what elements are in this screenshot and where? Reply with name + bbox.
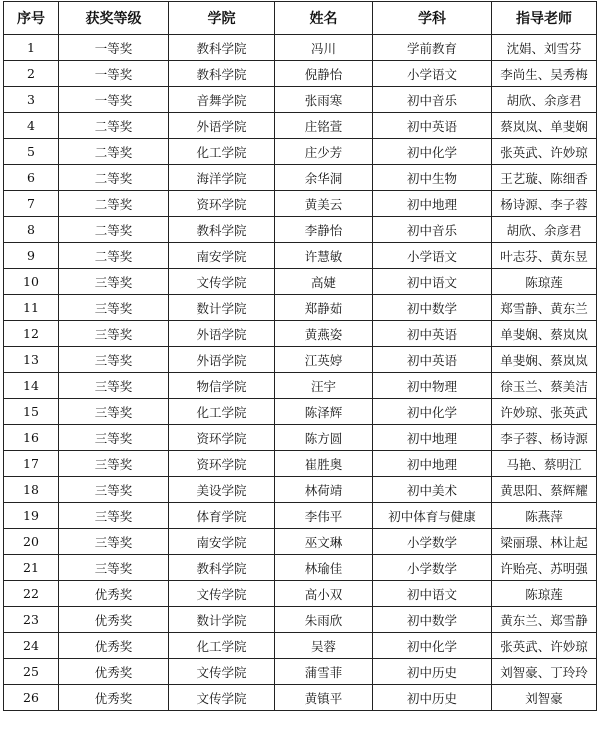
header-college: 学院 xyxy=(169,2,275,35)
cell-name: 陈泽辉 xyxy=(275,399,373,425)
cell-advisor: 叶志芬、黄东昱 xyxy=(492,243,597,269)
cell-name: 高婕 xyxy=(275,269,373,295)
cell-college: 文传学院 xyxy=(169,581,275,607)
cell-subject: 初中数学 xyxy=(373,295,492,321)
table-row xyxy=(4,113,597,139)
cell-subject: 初中语文 xyxy=(373,581,492,607)
table-row xyxy=(4,61,597,87)
cell-subject: 初中英语 xyxy=(373,347,492,373)
cell-subject: 初中生物 xyxy=(373,165,492,191)
cell-index: 2 xyxy=(4,61,59,87)
cell-subject: 小学数学 xyxy=(373,529,492,555)
table-row xyxy=(4,165,597,191)
cell-subject: 初中音乐 xyxy=(373,87,492,113)
cell-advisor: 杨诗源、李子蓉 xyxy=(492,191,597,217)
header-row xyxy=(4,2,597,35)
cell-index: 15 xyxy=(4,399,59,425)
cell-advisor: 徐玉兰、蔡美洁 xyxy=(492,373,597,399)
cell-subject: 初中化学 xyxy=(373,633,492,659)
cell-name: 郑静茹 xyxy=(275,295,373,321)
cell-award-level: 三等奖 xyxy=(59,555,169,581)
cell-advisor: 陈琼莲 xyxy=(492,581,597,607)
cell-award-level: 一等奖 xyxy=(59,61,169,87)
table-row xyxy=(4,503,597,529)
table-row xyxy=(4,269,597,295)
cell-college: 数计学院 xyxy=(169,295,275,321)
cell-advisor: 王艺璇、陈细香 xyxy=(492,165,597,191)
cell-college: 南安学院 xyxy=(169,243,275,269)
cell-award-level: 三等奖 xyxy=(59,295,169,321)
cell-subject: 初中音乐 xyxy=(373,217,492,243)
cell-advisor: 刘智豪、丁玲玲 xyxy=(492,659,597,685)
cell-name: 陈方圆 xyxy=(275,425,373,451)
cell-award-level: 三等奖 xyxy=(59,451,169,477)
table-body xyxy=(4,35,597,711)
cell-index: 10 xyxy=(4,269,59,295)
cell-index: 22 xyxy=(4,581,59,607)
cell-award-level: 二等奖 xyxy=(59,217,169,243)
cell-subject: 初中物理 xyxy=(373,373,492,399)
table-row xyxy=(4,139,597,165)
table-row xyxy=(4,87,597,113)
cell-name: 黄镇平 xyxy=(275,685,373,711)
cell-subject: 初中体育与健康 xyxy=(373,503,492,529)
table-row xyxy=(4,451,597,477)
cell-award-level: 一等奖 xyxy=(59,35,169,61)
cell-index: 26 xyxy=(4,685,59,711)
cell-subject: 初中英语 xyxy=(373,113,492,139)
cell-college: 资环学院 xyxy=(169,425,275,451)
table-row xyxy=(4,243,597,269)
cell-advisor: 单斐娴、蔡岚岚 xyxy=(492,321,597,347)
cell-award-level: 一等奖 xyxy=(59,87,169,113)
cell-advisor: 李子蓉、杨诗源 xyxy=(492,425,597,451)
cell-name: 江英婷 xyxy=(275,347,373,373)
cell-college: 体育学院 xyxy=(169,503,275,529)
cell-name: 冯川 xyxy=(275,35,373,61)
table-row xyxy=(4,321,597,347)
cell-award-level: 三等奖 xyxy=(59,321,169,347)
cell-index: 7 xyxy=(4,191,59,217)
table-row xyxy=(4,217,597,243)
cell-index: 16 xyxy=(4,425,59,451)
cell-index: 25 xyxy=(4,659,59,685)
table-row xyxy=(4,685,597,711)
cell-award-level: 二等奖 xyxy=(59,243,169,269)
cell-subject: 初中数学 xyxy=(373,607,492,633)
cell-index: 23 xyxy=(4,607,59,633)
cell-advisor: 许妙琼、张英武 xyxy=(492,399,597,425)
cell-subject: 初中语文 xyxy=(373,269,492,295)
table-row xyxy=(4,659,597,685)
cell-advisor: 刘智豪 xyxy=(492,685,597,711)
cell-award-level: 优秀奖 xyxy=(59,685,169,711)
cell-advisor: 张英武、许妙琼 xyxy=(492,633,597,659)
cell-index: 17 xyxy=(4,451,59,477)
cell-advisor: 陈燕萍 xyxy=(492,503,597,529)
cell-name: 黄燕姿 xyxy=(275,321,373,347)
cell-college: 教科学院 xyxy=(169,61,275,87)
cell-award-level: 二等奖 xyxy=(59,165,169,191)
cell-index: 3 xyxy=(4,87,59,113)
cell-index: 13 xyxy=(4,347,59,373)
cell-subject: 初中历史 xyxy=(373,659,492,685)
header-name: 姓名 xyxy=(275,2,373,35)
table-row xyxy=(4,35,597,61)
cell-award-level: 三等奖 xyxy=(59,269,169,295)
cell-name: 庄少芳 xyxy=(275,139,373,165)
cell-subject: 初中地理 xyxy=(373,425,492,451)
header-subject: 学科 xyxy=(373,2,492,35)
cell-index: 4 xyxy=(4,113,59,139)
cell-advisor: 李尚生、吴秀梅 xyxy=(492,61,597,87)
cell-advisor: 马艳、蔡明江 xyxy=(492,451,597,477)
cell-award-level: 三等奖 xyxy=(59,477,169,503)
cell-advisor: 胡欣、余彦君 xyxy=(492,87,597,113)
cell-award-level: 三等奖 xyxy=(59,399,169,425)
cell-award-level: 优秀奖 xyxy=(59,633,169,659)
award-table xyxy=(3,1,597,711)
table-row xyxy=(4,191,597,217)
cell-name: 高小双 xyxy=(275,581,373,607)
cell-college: 音舞学院 xyxy=(169,87,275,113)
cell-subject: 初中美术 xyxy=(373,477,492,503)
cell-name: 巫文琳 xyxy=(275,529,373,555)
cell-subject: 小学数学 xyxy=(373,555,492,581)
cell-index: 14 xyxy=(4,373,59,399)
table-row xyxy=(4,373,597,399)
cell-college: 外语学院 xyxy=(169,321,275,347)
cell-award-level: 三等奖 xyxy=(59,503,169,529)
cell-advisor: 陈琼莲 xyxy=(492,269,597,295)
table-row xyxy=(4,555,597,581)
cell-award-level: 二等奖 xyxy=(59,139,169,165)
cell-advisor: 梁丽璟、林让起 xyxy=(492,529,597,555)
cell-advisor: 郑雪静、黄东兰 xyxy=(492,295,597,321)
cell-college: 化工学院 xyxy=(169,399,275,425)
cell-name: 倪静怡 xyxy=(275,61,373,87)
cell-subject: 初中英语 xyxy=(373,321,492,347)
cell-award-level: 三等奖 xyxy=(59,425,169,451)
cell-college: 文传学院 xyxy=(169,685,275,711)
table-row xyxy=(4,399,597,425)
cell-index: 11 xyxy=(4,295,59,321)
cell-college: 文传学院 xyxy=(169,269,275,295)
cell-college: 数计学院 xyxy=(169,607,275,633)
cell-name: 朱雨欣 xyxy=(275,607,373,633)
cell-index: 12 xyxy=(4,321,59,347)
table-row xyxy=(4,295,597,321)
cell-index: 8 xyxy=(4,217,59,243)
cell-subject: 初中地理 xyxy=(373,191,492,217)
cell-subject: 初中化学 xyxy=(373,399,492,425)
table-row xyxy=(4,581,597,607)
cell-name: 黄美云 xyxy=(275,191,373,217)
cell-name: 李静怡 xyxy=(275,217,373,243)
cell-subject: 初中历史 xyxy=(373,685,492,711)
cell-advisor: 张英武、许妙琼 xyxy=(492,139,597,165)
cell-index: 20 xyxy=(4,529,59,555)
cell-index: 21 xyxy=(4,555,59,581)
cell-index: 19 xyxy=(4,503,59,529)
cell-award-level: 优秀奖 xyxy=(59,581,169,607)
cell-name: 崔胜奥 xyxy=(275,451,373,477)
table-row xyxy=(4,607,597,633)
table-row xyxy=(4,633,597,659)
cell-college: 美设学院 xyxy=(169,477,275,503)
cell-college: 外语学院 xyxy=(169,113,275,139)
cell-advisor: 单斐娴、蔡岚岚 xyxy=(492,347,597,373)
cell-subject: 初中化学 xyxy=(373,139,492,165)
cell-award-level: 优秀奖 xyxy=(59,659,169,685)
cell-college: 文传学院 xyxy=(169,659,275,685)
cell-advisor: 沈娟、刘雪芬 xyxy=(492,35,597,61)
cell-name: 余华洞 xyxy=(275,165,373,191)
cell-index: 9 xyxy=(4,243,59,269)
cell-subject: 小学语文 xyxy=(373,243,492,269)
cell-index: 5 xyxy=(4,139,59,165)
cell-index: 18 xyxy=(4,477,59,503)
cell-award-level: 三等奖 xyxy=(59,373,169,399)
cell-college: 资环学院 xyxy=(169,451,275,477)
cell-college: 外语学院 xyxy=(169,347,275,373)
table-row xyxy=(4,477,597,503)
cell-award-level: 二等奖 xyxy=(59,191,169,217)
cell-college: 海洋学院 xyxy=(169,165,275,191)
header-advisor: 指导老师 xyxy=(492,2,597,35)
header-award-level: 获奖等级 xyxy=(59,2,169,35)
cell-index: 6 xyxy=(4,165,59,191)
cell-name: 蒲雪菲 xyxy=(275,659,373,685)
cell-college: 教科学院 xyxy=(169,217,275,243)
cell-advisor: 黄东兰、郑雪静 xyxy=(492,607,597,633)
cell-award-level: 三等奖 xyxy=(59,529,169,555)
cell-subject: 小学语文 xyxy=(373,61,492,87)
cell-college: 南安学院 xyxy=(169,529,275,555)
cell-award-level: 三等奖 xyxy=(59,347,169,373)
cell-advisor: 蔡岚岚、单斐娴 xyxy=(492,113,597,139)
cell-college: 化工学院 xyxy=(169,633,275,659)
cell-name: 林瑜佳 xyxy=(275,555,373,581)
cell-index: 24 xyxy=(4,633,59,659)
cell-name: 吴蓉 xyxy=(275,633,373,659)
cell-college: 物信学院 xyxy=(169,373,275,399)
cell-college: 化工学院 xyxy=(169,139,275,165)
header-index: 序号 xyxy=(4,2,59,35)
cell-college: 教科学院 xyxy=(169,35,275,61)
cell-name: 汪宇 xyxy=(275,373,373,399)
cell-award-level: 二等奖 xyxy=(59,113,169,139)
cell-name: 张雨寒 xyxy=(275,87,373,113)
cell-name: 李伟平 xyxy=(275,503,373,529)
table-row xyxy=(4,529,597,555)
cell-name: 庄铭萱 xyxy=(275,113,373,139)
cell-college: 教科学院 xyxy=(169,555,275,581)
cell-award-level: 优秀奖 xyxy=(59,607,169,633)
cell-name: 许慧敏 xyxy=(275,243,373,269)
cell-advisor: 胡欣、余彦君 xyxy=(492,217,597,243)
cell-advisor: 许贻亮、苏明强 xyxy=(492,555,597,581)
cell-name: 林荷靖 xyxy=(275,477,373,503)
cell-index: 1 xyxy=(4,35,59,61)
table-row xyxy=(4,425,597,451)
cell-subject: 初中地理 xyxy=(373,451,492,477)
table-row xyxy=(4,347,597,373)
cell-advisor: 黄思阳、蔡辉耀 xyxy=(492,477,597,503)
cell-college: 资环学院 xyxy=(169,191,275,217)
cell-subject: 学前教育 xyxy=(373,35,492,61)
